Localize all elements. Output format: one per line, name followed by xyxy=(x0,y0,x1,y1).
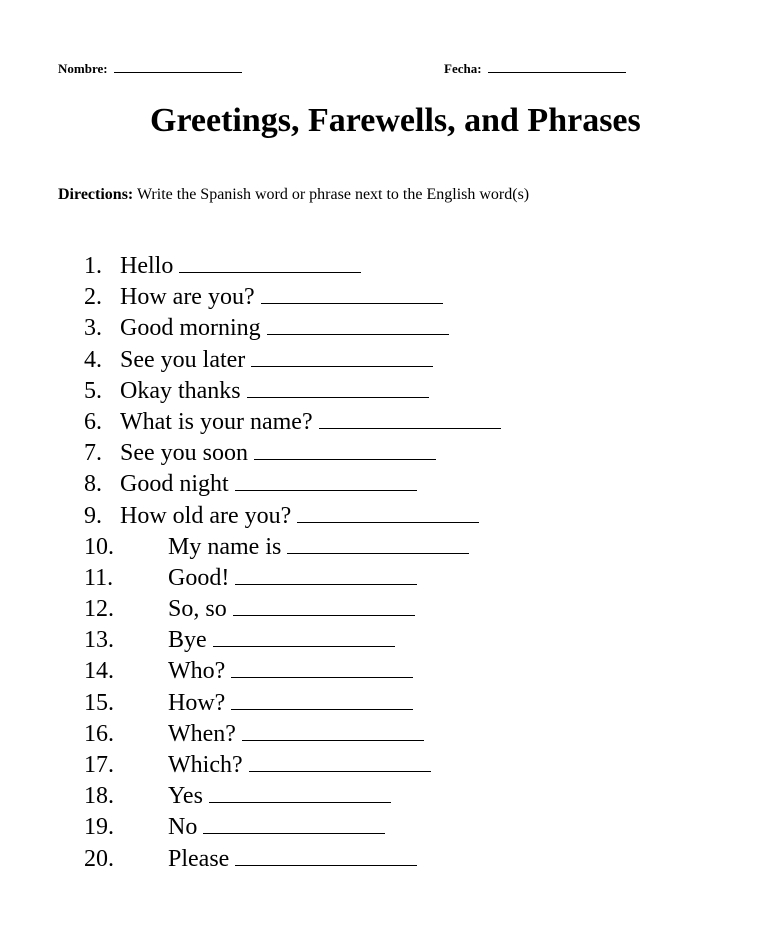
list-item xyxy=(0,376,768,407)
item-number: 16. xyxy=(84,720,114,747)
directions xyxy=(58,186,529,204)
item-text-wrap xyxy=(168,750,431,781)
item-text-wrap xyxy=(168,719,424,750)
list-item xyxy=(0,719,768,750)
item-number: 9. xyxy=(84,502,102,529)
item-number: 18. xyxy=(84,783,114,810)
list-item xyxy=(0,282,768,313)
list-item xyxy=(0,438,768,469)
item-number: 8. xyxy=(84,471,102,498)
item-number: 6. xyxy=(84,408,102,435)
item-text-wrap xyxy=(120,407,501,438)
directions-text: Write the Spanish word or phrase next to the English word(s) xyxy=(136,186,530,203)
item-text-wrap xyxy=(168,532,469,563)
answer-blank-line[interactable] xyxy=(235,470,417,491)
answer-blank-line[interactable] xyxy=(231,657,413,678)
item-text-wrap xyxy=(168,844,417,875)
item-number: 3. xyxy=(84,315,102,342)
item-text-wrap xyxy=(168,781,391,812)
list-item xyxy=(0,563,768,594)
item-text: Who? xyxy=(168,658,226,685)
name-label: Nombre: xyxy=(58,61,108,76)
item-text: What is your name? xyxy=(120,408,313,435)
answer-blank-line[interactable] xyxy=(235,845,417,866)
item-text-wrap xyxy=(120,438,436,469)
date-blank-line[interactable] xyxy=(488,60,626,73)
item-text-wrap xyxy=(120,282,443,313)
item-text-wrap xyxy=(168,688,413,719)
item-text: Okay thanks xyxy=(120,377,241,404)
answer-blank-line[interactable] xyxy=(287,533,469,554)
answer-blank-line[interactable] xyxy=(235,564,417,585)
list-item xyxy=(0,407,768,438)
list-item xyxy=(0,469,768,500)
header-row xyxy=(58,60,658,80)
date-label: Fecha: xyxy=(444,61,482,76)
list-item xyxy=(0,812,768,843)
item-text-wrap xyxy=(120,251,361,282)
item-text: How are you? xyxy=(120,284,255,311)
item-text: Yes xyxy=(168,783,203,810)
list-item xyxy=(0,501,768,532)
item-number: 7. xyxy=(84,440,102,467)
item-text: Good morning xyxy=(120,315,261,342)
answer-blank-line[interactable] xyxy=(247,377,429,398)
item-text-wrap xyxy=(168,656,413,687)
item-text: When? xyxy=(168,720,236,747)
page-title: Greetings, Farewells, and Phrases xyxy=(150,102,641,139)
item-text: Good! xyxy=(168,564,230,591)
list-item xyxy=(0,594,768,625)
item-text-wrap xyxy=(120,376,429,407)
directions-label: Directions: xyxy=(58,186,134,203)
item-text-wrap xyxy=(120,501,479,532)
answer-blank-line[interactable] xyxy=(179,252,361,273)
answer-blank-line[interactable] xyxy=(261,283,443,304)
item-number: 14. xyxy=(84,658,114,685)
item-number: 12. xyxy=(84,596,114,623)
list-item xyxy=(0,313,768,344)
list-item xyxy=(0,781,768,812)
item-text-wrap xyxy=(168,563,417,594)
answer-blank-line[interactable] xyxy=(267,314,449,335)
item-number: 19. xyxy=(84,814,114,841)
item-text: How old are you? xyxy=(120,502,292,529)
answer-blank-line[interactable] xyxy=(203,813,385,834)
item-text: Bye xyxy=(168,627,207,654)
name-field xyxy=(58,60,242,77)
item-text: How? xyxy=(168,689,226,716)
item-number: 15. xyxy=(84,689,114,716)
list-item xyxy=(0,656,768,687)
item-text: So, so xyxy=(168,596,227,623)
list-item xyxy=(0,532,768,563)
item-number: 13. xyxy=(84,627,114,654)
list-item xyxy=(0,688,768,719)
answer-blank-line[interactable] xyxy=(319,408,501,429)
answer-blank-line[interactable] xyxy=(249,751,431,772)
date-field xyxy=(444,60,626,77)
name-blank-line[interactable] xyxy=(114,60,242,73)
item-number: 4. xyxy=(84,346,102,373)
item-text: Which? xyxy=(168,752,243,778)
item-text-wrap xyxy=(168,625,395,656)
item-number: 20. xyxy=(84,845,114,872)
answer-blank-line[interactable] xyxy=(242,720,424,741)
list-item xyxy=(0,345,768,376)
item-number: 2. xyxy=(84,284,102,311)
answer-blank-line[interactable] xyxy=(251,346,433,367)
item-number: 1. xyxy=(84,253,102,279)
answer-blank-line[interactable] xyxy=(254,439,436,460)
item-text: My name is xyxy=(168,533,282,560)
item-text-wrap xyxy=(168,812,385,843)
answer-blank-line[interactable] xyxy=(209,782,391,803)
item-text: See you soon xyxy=(120,440,248,467)
answer-blank-line[interactable] xyxy=(231,689,413,710)
item-text: No xyxy=(168,814,198,841)
item-number: 11. xyxy=(84,564,114,591)
list-item xyxy=(0,844,768,875)
item-text-wrap xyxy=(120,313,449,344)
item-number: 17. xyxy=(84,752,114,778)
item-text: Please xyxy=(168,845,230,872)
list-item xyxy=(0,625,768,656)
item-text-wrap xyxy=(120,469,417,500)
item-text-wrap xyxy=(168,594,415,625)
item-text-wrap xyxy=(120,345,433,376)
item-number: 5. xyxy=(84,377,102,404)
item-text: Hello xyxy=(120,253,174,279)
answer-blank-line[interactable] xyxy=(233,595,415,616)
item-text: Good night xyxy=(120,471,229,498)
vocabulary-list xyxy=(0,251,768,875)
answer-blank-line[interactable] xyxy=(213,626,395,647)
list-item xyxy=(0,251,768,282)
item-number: 10. xyxy=(84,533,114,560)
list-item xyxy=(0,750,768,781)
item-text: See you later xyxy=(120,346,246,373)
answer-blank-line[interactable] xyxy=(297,502,479,523)
